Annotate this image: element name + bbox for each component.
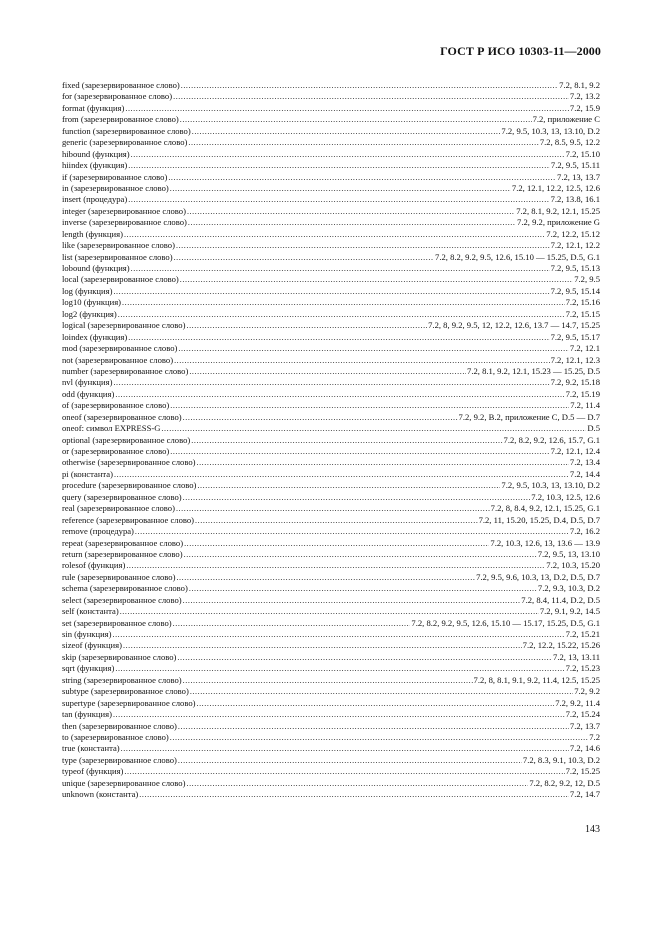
index-term: if (зарезервированное слово) — [62, 171, 168, 182]
index-term: sizeof (функция) — [62, 640, 122, 651]
index-term: type (зарезервированное слово) — [62, 754, 177, 765]
dot-leader — [113, 709, 565, 720]
dot-leader — [180, 114, 532, 125]
dot-leader — [187, 206, 515, 217]
index-references: 7.2, 14.7 — [569, 789, 600, 800]
dot-leader — [128, 332, 549, 343]
dot-leader — [120, 606, 539, 617]
index-references: 7.2, 13, 13.7 — [557, 171, 600, 182]
index-term: list (зарезервированное слово) — [62, 251, 173, 262]
index-entry — [62, 160, 600, 171]
index-entry — [62, 492, 600, 503]
index-references: 7.2, 9.5, 10.3, 13, 13.10, D.2 — [501, 480, 600, 491]
dot-leader — [128, 194, 549, 205]
index-entry — [62, 721, 600, 732]
index-term: mod (зарезервированное слово) — [62, 343, 178, 354]
index-entry — [62, 240, 600, 251]
index-entry — [62, 206, 600, 217]
index-entry — [62, 332, 600, 343]
index-references: 7.2, 9.3, 10.3, D.2 — [537, 583, 600, 594]
index-references: 7.2, 9.2 — [574, 686, 600, 697]
dot-leader — [189, 583, 537, 594]
index-entry — [62, 583, 600, 594]
dot-leader — [186, 778, 528, 789]
index-entry — [62, 766, 600, 777]
index-references: 7.2, 15.21 — [565, 629, 600, 639]
index-entry — [62, 355, 600, 366]
index-entry — [62, 297, 600, 308]
dot-leader — [135, 526, 569, 537]
dot-leader — [170, 400, 569, 411]
index-references: 7.2, 15.16 — [565, 297, 600, 308]
index-references: 7.2, 15.19 — [565, 388, 600, 399]
index-term: in (зарезервированное слово) — [62, 182, 169, 193]
index-term: repeat (зарезервированное слово) — [62, 537, 184, 548]
index-references: 7.2, 8.2, 9.2, 12, D.5 — [529, 777, 600, 788]
index-entry — [62, 137, 600, 148]
index-references: 7.2, 8.5, 9.5, 12.2 — [539, 137, 600, 148]
index-references: 7.2, 15.25 — [565, 766, 600, 777]
index-term: reference (зарезервированное слово) — [62, 514, 195, 525]
index-term: local (зарезервированное слово) — [62, 274, 179, 285]
dot-leader — [178, 755, 522, 766]
index-references: 7.2, 10.3, 12.6, 13, 13.6 — 13.9 — [490, 537, 600, 548]
index-term: procedure (зарезервированное слово) — [62, 480, 197, 491]
index-references: 7.2, 9.5, 15.11 — [550, 160, 600, 171]
index-references: 7.2, приложение C — [532, 114, 600, 125]
index-references: 7.2, 8.1, 9.2 — [559, 80, 600, 90]
index-references: 7.2, 14.4 — [569, 468, 600, 479]
index-term: supertype (зарезервированное слово) — [62, 697, 196, 708]
index-references: 7.2, 15.15 — [565, 308, 600, 319]
index-term: hiindex (функция) — [62, 160, 128, 171]
index-entry — [62, 423, 600, 434]
index-entry — [62, 549, 600, 560]
document-header: ГОСТ Р ИСО 10303-11—2000 — [440, 44, 601, 58]
dot-leader — [188, 137, 538, 148]
index-term: self (константа) — [62, 606, 119, 617]
index-entry — [62, 503, 600, 514]
dot-leader — [125, 103, 569, 114]
index-references: 7.2 — [589, 731, 600, 742]
index-term: typeof (функция) — [62, 766, 124, 777]
index-entry — [62, 229, 600, 240]
index-entry — [62, 709, 600, 720]
index-entry — [62, 789, 600, 800]
index-term: remove (процедура) — [62, 526, 134, 537]
index-term: of (зарезервированное слово) — [62, 400, 170, 411]
dot-leader — [168, 172, 556, 183]
index-term: unique (зарезервированное слово) — [62, 777, 186, 788]
index-term: length (функция) — [62, 228, 123, 239]
index-references: 7.2, 15.23 — [565, 663, 600, 674]
dot-leader — [174, 355, 550, 366]
index-references: 7.2, 13.8, 16.1 — [550, 194, 600, 205]
index-entry — [62, 663, 600, 674]
dot-leader — [180, 274, 573, 285]
index-references: 7.2, 12.2, 15.22, 15.26 — [522, 640, 600, 651]
index-references: 7.2, 9.2, 11.4 — [555, 697, 600, 708]
index-term: string (зарезервированное слово) — [62, 674, 182, 685]
index-entry — [62, 194, 600, 205]
index-entry — [62, 400, 600, 411]
index-entry — [62, 606, 600, 617]
index-term: sqrt (функция) — [62, 663, 115, 674]
dot-leader — [188, 217, 516, 228]
index-references: 7.2, 8, 8.1, 9.1, 9.2, 11.4, 12.5, 15.25 — [473, 674, 600, 685]
index-term: then (зарезервированное слово) — [62, 720, 177, 731]
index-entry — [62, 366, 600, 377]
index-list — [62, 80, 600, 801]
dot-leader — [189, 366, 466, 377]
dot-leader — [186, 320, 427, 331]
index-term: optional (зарезервированное слово) — [62, 434, 191, 445]
index-entry — [62, 560, 600, 571]
index-term: format (функция) — [62, 102, 125, 113]
index-references: 7.2, 15.9 — [569, 102, 600, 113]
index-references: 7.2, 9.5, 13, 13.10 — [537, 548, 600, 559]
index-entry — [62, 755, 600, 766]
index-references: 7.2, 8.1, 9.2, 12.1, 15.25 — [516, 205, 600, 216]
index-term: like (зарезервированное слово) — [62, 240, 175, 251]
index-entry — [62, 126, 600, 137]
dot-leader — [114, 469, 569, 480]
dot-leader — [197, 480, 500, 491]
index-entry — [62, 320, 600, 331]
index-term: for (зарезервированное слово) — [62, 91, 173, 102]
dot-leader — [115, 389, 564, 400]
dot-leader — [118, 309, 565, 320]
index-references: 7.2, 15.24 — [565, 709, 600, 720]
dot-leader — [121, 743, 569, 754]
dot-leader — [177, 652, 552, 663]
index-term: odd (функция) — [62, 388, 115, 399]
index-references: 7.2, 9.5, 15.14 — [550, 285, 600, 296]
index-term: real (зарезервированное слово) — [62, 503, 175, 514]
index-references: 7.2, 9.5, 15.17 — [550, 331, 600, 342]
index-entry — [62, 618, 600, 629]
index-entry — [62, 435, 600, 446]
index-references: 7.2, 11, 15.20, 15.25, D.4, D.5, D.7 — [478, 514, 600, 525]
index-entry — [62, 91, 600, 102]
dot-leader — [195, 515, 478, 526]
index-references: 7.2, 9.5 — [574, 274, 600, 285]
index-entry — [62, 675, 600, 686]
index-entry — [62, 286, 600, 297]
index-entry — [62, 572, 600, 583]
dot-leader — [196, 457, 568, 468]
index-term: unknown (константа) — [62, 789, 139, 800]
dot-leader — [124, 229, 545, 240]
index-references: 7.2, 8.2, 9.2, 12.6, 15.7, G.1 — [503, 434, 600, 445]
index-term: select (зарезервированное слово) — [62, 594, 182, 605]
index-term: or (зарезервированное слово) — [62, 446, 170, 456]
index-references: 7.2, 9.1, 9.2, 14.5 — [539, 606, 600, 617]
index-term: generic (зарезервированное слово) — [62, 137, 188, 148]
index-references: 7.2, 9.2, приложение G — [517, 217, 600, 228]
index-term: query (зарезервированное слово) — [62, 491, 182, 502]
index-references: 7.2, 15.10 — [565, 148, 600, 159]
index-entry — [62, 743, 600, 754]
index-entry — [62, 480, 600, 491]
index-references: 7.2, 8.4, 11.4, D.2, D.5 — [521, 594, 600, 605]
dot-leader — [178, 721, 569, 732]
index-entry — [62, 114, 600, 125]
index-term: oneof: символ EXPRESS-G — [62, 423, 161, 434]
index-term: skip (зарезервированное слово) — [62, 651, 177, 662]
dot-leader — [128, 160, 550, 171]
dot-leader — [196, 698, 554, 709]
index-entry — [62, 526, 600, 537]
dot-leader — [113, 377, 549, 388]
index-references: 7.2, 12.1 — [569, 343, 600, 354]
index-term: subtype (зарезервированное слово) — [62, 686, 189, 697]
index-references: 7.2, 13.4 — [569, 457, 600, 468]
index-references: 7.2, 9.5, 9.6, 10.3, 13, D.2, D.5, D.7 — [476, 571, 600, 582]
dot-leader — [173, 91, 569, 102]
index-entry — [62, 80, 600, 91]
index-references: 7.2, 14.6 — [569, 743, 600, 754]
dot-leader — [173, 618, 411, 629]
index-term: log2 (функция) — [62, 308, 117, 319]
dot-leader — [139, 789, 569, 800]
index-entry — [62, 538, 600, 549]
index-entry — [62, 252, 600, 263]
dot-leader — [176, 572, 475, 583]
index-term: to (зарезервированное слово) — [62, 731, 169, 742]
index-entry — [62, 732, 600, 743]
index-entry — [62, 389, 600, 400]
index-references: 7.2, 9.5, 10.3, 13, 13.10, D.2 — [501, 125, 600, 136]
index-references: 7.2, 12.1, 12.4 — [550, 446, 600, 456]
dot-leader — [176, 503, 490, 514]
dot-leader — [123, 640, 522, 651]
index-references: D.5 — [587, 423, 600, 434]
index-references: 7.2, 10.3, 12.5, 12.6 — [531, 491, 600, 502]
dot-leader — [170, 732, 588, 743]
index-term: loindex (функция) — [62, 331, 128, 342]
dot-leader — [184, 538, 489, 549]
index-entry — [62, 698, 600, 709]
index-term: sin (функция) — [62, 629, 112, 639]
index-term: integer (зарезервированное слово) — [62, 205, 186, 216]
index-term: number (зарезервированное слово) — [62, 365, 189, 376]
index-references: 7.2, 8.1, 9.2, 12.1, 15.23 — 15.25, D.5 — [467, 365, 600, 376]
index-entry — [62, 640, 600, 651]
index-term: inverse (зарезервированное слово) — [62, 217, 187, 228]
dot-leader — [181, 80, 558, 91]
index-references: 7.2, 9.5, 15.13 — [550, 263, 600, 273]
index-term: function (зарезервированное слово) — [62, 125, 191, 136]
dot-leader — [126, 560, 545, 571]
index-term: rule (зарезервированное слово) — [62, 571, 176, 582]
index-entry — [62, 172, 600, 183]
index-references: 7.2, 10.3, 15.20 — [546, 560, 600, 571]
index-references: 7.2, 9.2, B.2, приложение C, D.5 — D.7 — [458, 411, 600, 422]
dot-leader — [184, 549, 537, 560]
dot-leader — [170, 446, 549, 457]
dot-leader — [131, 149, 565, 160]
index-term: hibound (функция) — [62, 148, 130, 159]
dot-leader — [191, 435, 502, 446]
index-references: 7.2, 12.1, 12.2 — [550, 240, 600, 251]
index-entry — [62, 309, 600, 320]
index-term: true (константа) — [62, 743, 120, 754]
index-references: 7.2, 8, 9.2, 9.5, 12, 12.2, 12.6, 13.7 — 14.7, 15.25 — [428, 320, 600, 331]
index-term: rolesof (функция) — [62, 560, 126, 571]
dot-leader — [113, 286, 549, 297]
dot-leader — [183, 595, 521, 606]
index-entry — [62, 343, 600, 354]
index-references: 7.2, 8.2, 9.2, 9.5, 12.6, 15.10 — 15.25, D.5, G.1 — [435, 251, 600, 262]
index-references: 7.2, 8.2, 9.2, 9.5, 12.6, 15.10 — 15.17, 15.25, D.5, G.1 — [411, 617, 600, 628]
index-entry — [62, 263, 600, 274]
index-entry — [62, 446, 600, 457]
dot-leader — [176, 240, 550, 251]
index-entry — [62, 457, 600, 468]
index-term: set (зарезервированное слово) — [62, 617, 172, 628]
index-references: 7.2, 11.4 — [570, 400, 600, 411]
index-references: 7.2, 9.2, 15.18 — [550, 377, 600, 388]
index-entry — [62, 595, 600, 606]
index-references: 7.2, 8, 8.4, 9.2, 12.1, 15.25, G.1 — [490, 503, 600, 514]
index-term: schema (зарезервированное слово) — [62, 583, 188, 594]
dot-leader — [178, 343, 569, 354]
index-references: 7.2, 13.7 — [569, 720, 600, 731]
index-entry — [62, 778, 600, 789]
index-term: log (функция) — [62, 285, 113, 296]
index-term: insert (процедура) — [62, 194, 128, 205]
dot-leader — [192, 126, 501, 137]
index-references: 7.2, 12.1, 12.3 — [550, 354, 600, 365]
index-references: 7.2, 16.2 — [569, 526, 600, 537]
index-entry — [62, 217, 600, 228]
index-term: tan (функция) — [62, 709, 112, 720]
index-entry — [62, 274, 600, 285]
index-references: 7.2, 12.1, 12.2, 12.5, 12.6 — [511, 182, 600, 193]
dot-leader — [183, 675, 473, 686]
index-term: lobound (функция) — [62, 263, 130, 273]
dot-leader — [115, 663, 564, 674]
dot-leader — [183, 412, 458, 423]
index-entry — [62, 412, 600, 423]
dot-leader — [131, 263, 550, 274]
dot-leader — [122, 297, 565, 308]
page-number: 143 — [585, 824, 600, 835]
index-term: from (зарезервированное слово) — [62, 114, 179, 125]
dot-leader — [183, 492, 531, 503]
index-references: 7.2, 8.3, 9.1, 10.3, D.2 — [522, 754, 600, 765]
index-entry — [62, 629, 600, 640]
index-entry — [62, 515, 600, 526]
index-references: 7.2, 12.2, 15.12 — [546, 228, 600, 239]
index-references: 7.2, 13, 13.11 — [553, 651, 600, 662]
index-term: logical (зарезервированное слово) — [62, 320, 186, 331]
index-entry — [62, 183, 600, 194]
index-entry — [62, 686, 600, 697]
index-term: return (зарезервированное слово) — [62, 548, 183, 559]
dot-leader — [112, 629, 564, 640]
index-entry — [62, 469, 600, 480]
index-term: pi (константа) — [62, 468, 113, 479]
dot-leader — [161, 423, 586, 434]
index-term: oneof (зарезервированное слово) — [62, 411, 182, 422]
index-term: nvl (функция) — [62, 377, 113, 388]
index-entry — [62, 377, 600, 388]
dot-leader — [124, 766, 564, 777]
index-entry — [62, 652, 600, 663]
dot-leader — [170, 183, 511, 194]
index-term: otherwise (зарезервированное слово) — [62, 457, 196, 468]
index-term: not (зарезервированное слово) — [62, 354, 174, 365]
index-entry — [62, 149, 600, 160]
index-term: log10 (функция) — [62, 297, 122, 308]
index-entry — [62, 103, 600, 114]
dot-leader — [174, 252, 434, 263]
dot-leader — [190, 686, 573, 697]
index-term: fixed (зарезервированное слово) — [62, 80, 180, 90]
index-references: 7.2, 13.2 — [569, 91, 600, 102]
